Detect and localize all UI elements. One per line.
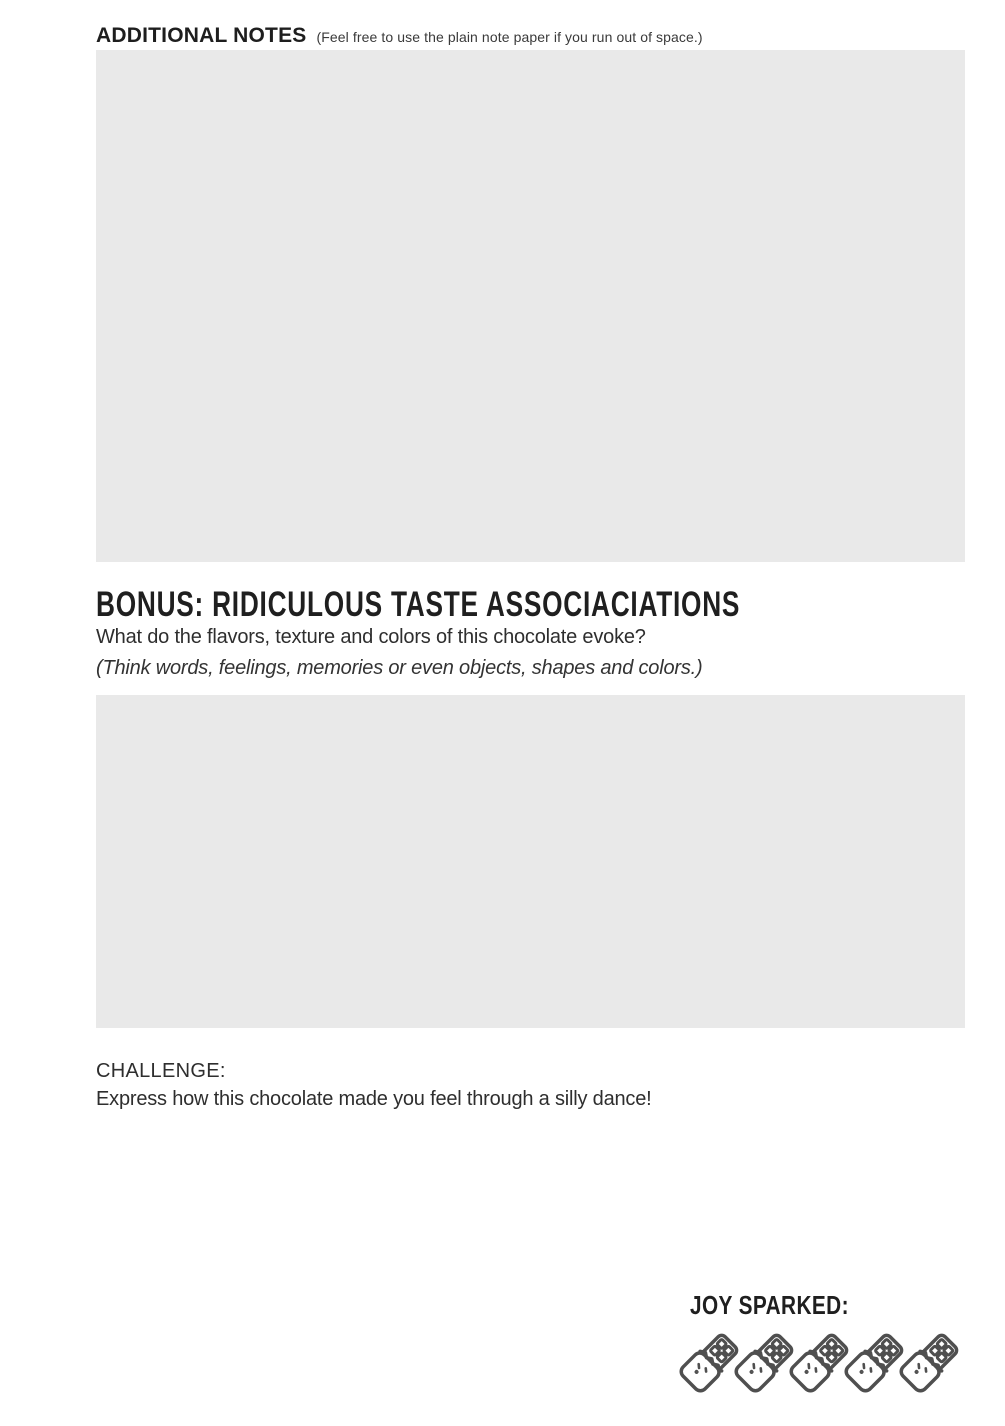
additional-notes-writing-area[interactable] (96, 50, 965, 562)
joy-sparked-title: JOY SPARKED: (690, 1290, 849, 1320)
bonus-question: What do the flavors, texture and colors of this chocolate evoke? (96, 626, 646, 648)
joy-sparked-rating (678, 1330, 962, 1394)
bonus-hint: (Think words, feelings, memories or even objects, shapes and colors.) (96, 657, 703, 679)
additional-notes-header (96, 24, 703, 48)
challenge-label: CHALLENGE: (96, 1060, 226, 1082)
chocolate-bar-icon[interactable] (898, 1330, 962, 1394)
bonus-section-title: BONUS: RIDICULOUS TASTE ASSOCIACIATIONS (96, 585, 741, 624)
challenge-text: Express how this chocolate made you feel through a silly dance! (96, 1088, 652, 1110)
bonus-writing-area[interactable] (96, 695, 965, 1028)
additional-notes-hint: (Feel free to use the plain note paper if you run out of space.) (316, 29, 703, 45)
additional-notes-title: ADDITIONAL NOTES (96, 24, 307, 47)
